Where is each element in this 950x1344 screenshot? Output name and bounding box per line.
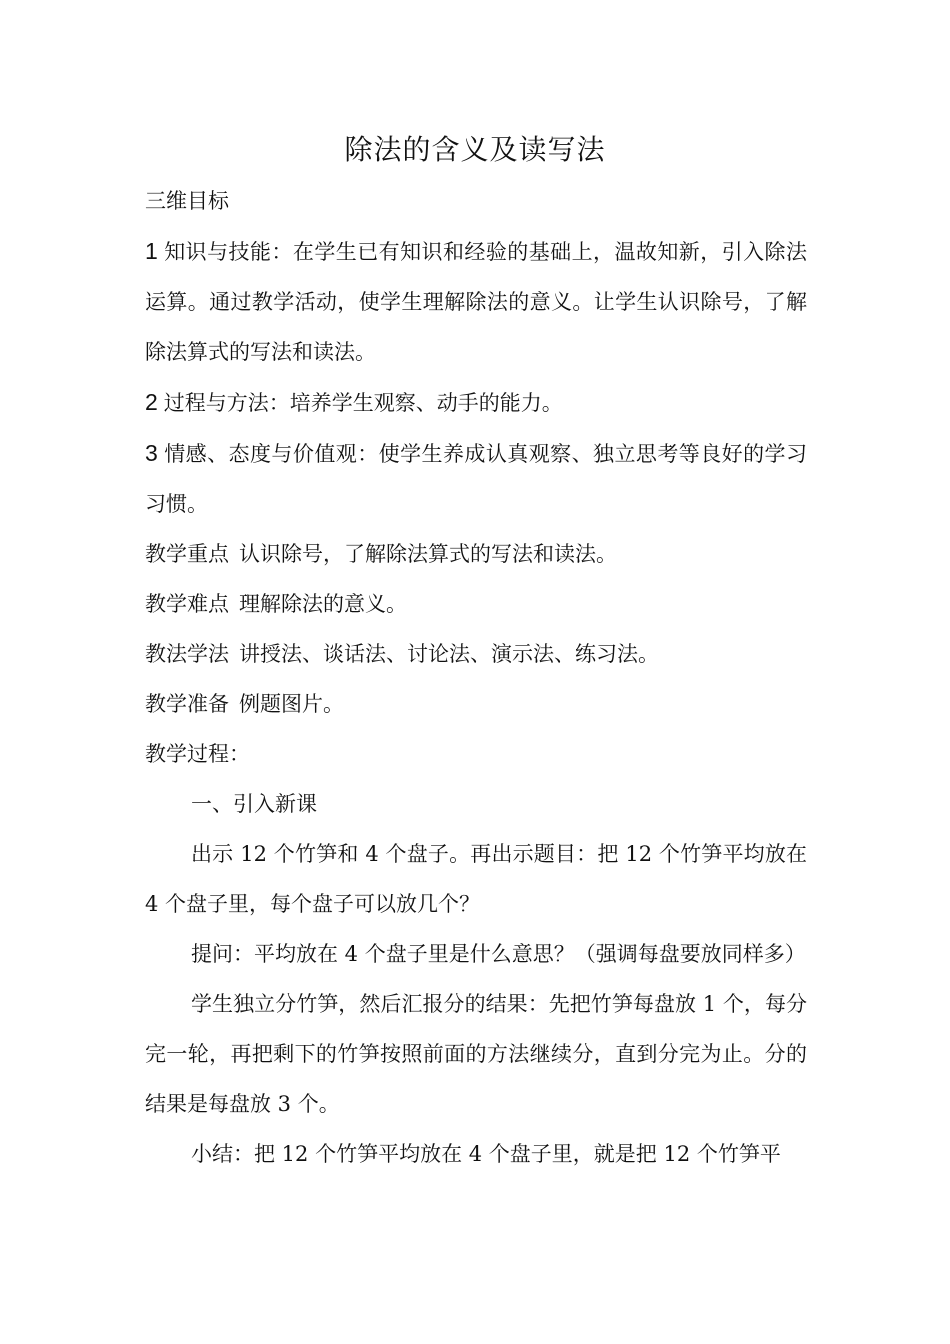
objective-number: 1 <box>145 238 158 264</box>
methods-label: 教法学法 <box>145 642 229 666</box>
objective-number: 3 <box>145 440 158 466</box>
paragraph: 出示 12 个竹笋和 4 个盘子。再出示题目：把 12 个竹笋平均放在 4 个盘子里，每个盘子可以放几个？ <box>145 842 807 916</box>
document-title: 除法的含义及读写法 <box>344 133 606 166</box>
preparation-label: 教学准备 <box>145 692 229 716</box>
methods <box>145 629 807 679</box>
objective-text: 过程与方法：培养学生观察、动手的能力。 <box>163 391 563 415</box>
process-heading: 教学过程： <box>145 742 250 766</box>
objective-item <box>145 377 807 428</box>
methods-text: 讲授法、谈话法、讨论法、演示法、练习法。 <box>239 642 659 666</box>
objective-number: 2 <box>145 389 158 415</box>
key-points <box>145 529 807 579</box>
paragraph: 小结：把 12 个竹笋平均放在 4 个盘子里，就是把 12 个竹笋平 <box>191 1142 781 1166</box>
document-body <box>145 176 807 1179</box>
preparation <box>145 679 807 729</box>
objective-text: 情感、态度与价值观：使学生养成认真观察、独立思考等良好的学习习惯。 <box>145 442 807 516</box>
difficulty <box>145 579 807 629</box>
difficulty-label: 教学难点 <box>145 592 229 616</box>
preparation-text: 例题图片。 <box>239 692 344 716</box>
objectives-heading: 三维目标 <box>145 189 229 213</box>
key-points-text: 认识除号，了解除法算式的写法和读法。 <box>239 542 617 566</box>
objective-item <box>145 428 807 529</box>
paragraph: 提问：平均放在 4 个盘子里是什么意思？（强调每盘要放同样多） <box>191 942 806 966</box>
key-points-label: 教学重点 <box>145 542 229 566</box>
section-heading: 一、引入新课 <box>191 792 317 816</box>
difficulty-text: 理解除法的意义。 <box>239 592 407 616</box>
objective-text: 知识与技能：在学生已有知识和经验的基础上，温故知新，引入除法运算。通过教学活动，使学生理解除法的意义。让学生认识除号，了解除法算式的写法和读法。 <box>145 240 807 364</box>
paragraph: 学生独立分竹笋，然后汇报分的结果：先把竹笋每盘放 1 个，每分完一轮，再把剩下的竹笋按照前面的方法继续分，直到分完为止。分的结果是每盘放 3 个。 <box>145 992 807 1116</box>
objective-item <box>145 226 807 377</box>
